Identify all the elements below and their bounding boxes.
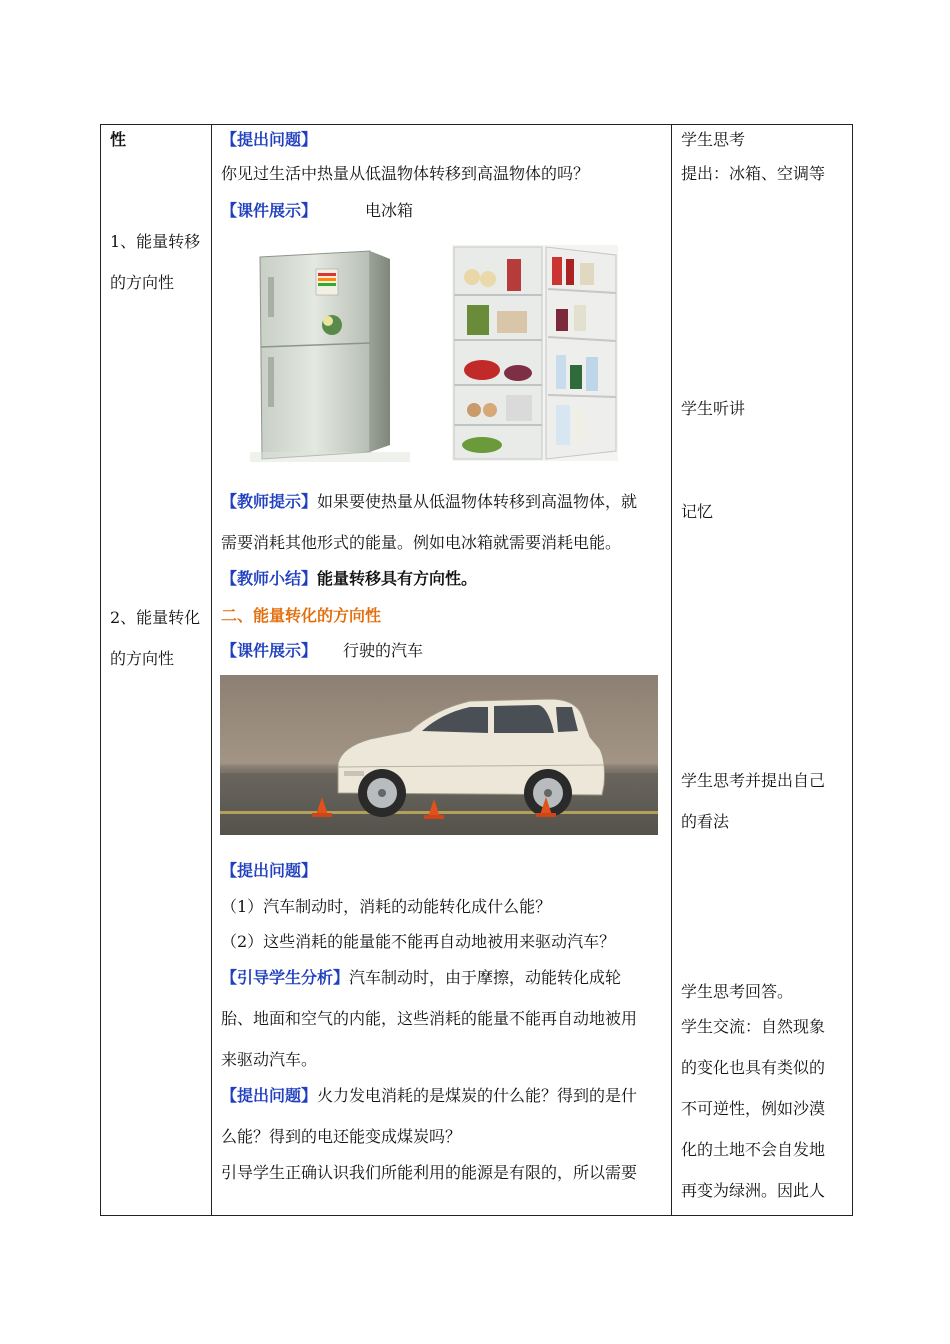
topic-line: 性 (110, 130, 127, 149)
student-note: 学生交流：自然现象 (681, 1017, 826, 1036)
paragraph: 来驱动汽车。 (221, 1050, 318, 1069)
paragraph: （1）汽车制动时，消耗的动能转化成什么能？ (221, 897, 552, 916)
paragraph: 胎、地面和空气的内能，这些消耗的能量不能再自动地被用 (221, 1009, 638, 1028)
section-tag: 【提出问题】 (221, 861, 318, 880)
paragraph: 引导学生正确认识我们所能利用的能源是有限的，所以需要 (221, 1163, 638, 1182)
fridge-closed-image (250, 247, 410, 462)
paragraph: 火力发电消耗的是煤炭的什么能？得到的是什 (317, 1086, 638, 1105)
paragraph: 如果要使热量从低温物体转移到高温物体，就 (317, 492, 638, 511)
paragraph: 需要消耗其他形式的能量。例如电冰箱就需要消耗电能。 (221, 533, 622, 552)
section-tag: 【课件展示】 (221, 201, 318, 220)
section-tag: 【提出问题】 (221, 1086, 318, 1105)
paragraph: 你见过生活中热量从低温物体转移到高温物体的吗？ (221, 164, 590, 183)
table-row (101, 125, 853, 1216)
paragraph: （2）这些消耗的能量能不能再自动地被用来驱动汽车？ (221, 932, 616, 951)
student-note: 不可逆性，例如沙漠 (681, 1099, 826, 1118)
section-tag: 【教师小结】 (221, 569, 318, 588)
paragraph: 行驶的汽车 (343, 641, 424, 660)
topic-line: 2、能量转化 (110, 608, 201, 627)
student-note: 学生思考 (681, 130, 746, 149)
student-note: 再变为绿洲。因此人 (681, 1181, 826, 1200)
student-note: 的看法 (681, 812, 730, 831)
paragraph: 能量转移具有方向性。 (317, 569, 478, 588)
student-note: 的变化也具有类似的 (681, 1058, 826, 1077)
paragraph: 么能？得到的电还能变成煤炭吗？ (221, 1127, 462, 1146)
section-tag: 【教师提示】 (221, 492, 318, 511)
lesson-table (100, 124, 853, 1216)
moving-car-image (220, 675, 658, 835)
topic-line: 的方向性 (110, 649, 175, 668)
teacher-activity-column (212, 125, 672, 1216)
topic-line: 的方向性 (110, 273, 175, 292)
student-activity-column (672, 125, 853, 1216)
section-tag: 【引导学生分析】 (221, 968, 350, 987)
paragraph: 汽车制动时，由于摩擦，动能转化成轮 (349, 968, 622, 987)
student-note: 学生听讲 (681, 399, 746, 418)
topic-line: 1、能量转移 (110, 232, 201, 251)
student-note: 学生思考并提出自己 (681, 771, 826, 790)
paragraph: 电冰箱 (365, 201, 414, 220)
section-heading: 二、能量转化的方向性 (221, 606, 382, 625)
fridge-open-image (452, 245, 618, 461)
student-note: 化的土地不会自发地 (681, 1140, 826, 1159)
student-note: 提出：冰箱、空调等 (681, 164, 826, 183)
student-note: 记忆 (681, 502, 714, 521)
topic-column (101, 125, 212, 1216)
section-tag: 【提出问题】 (221, 130, 318, 149)
section-tag: 【课件展示】 (221, 641, 318, 660)
student-note: 学生思考回答。 (681, 982, 794, 1001)
